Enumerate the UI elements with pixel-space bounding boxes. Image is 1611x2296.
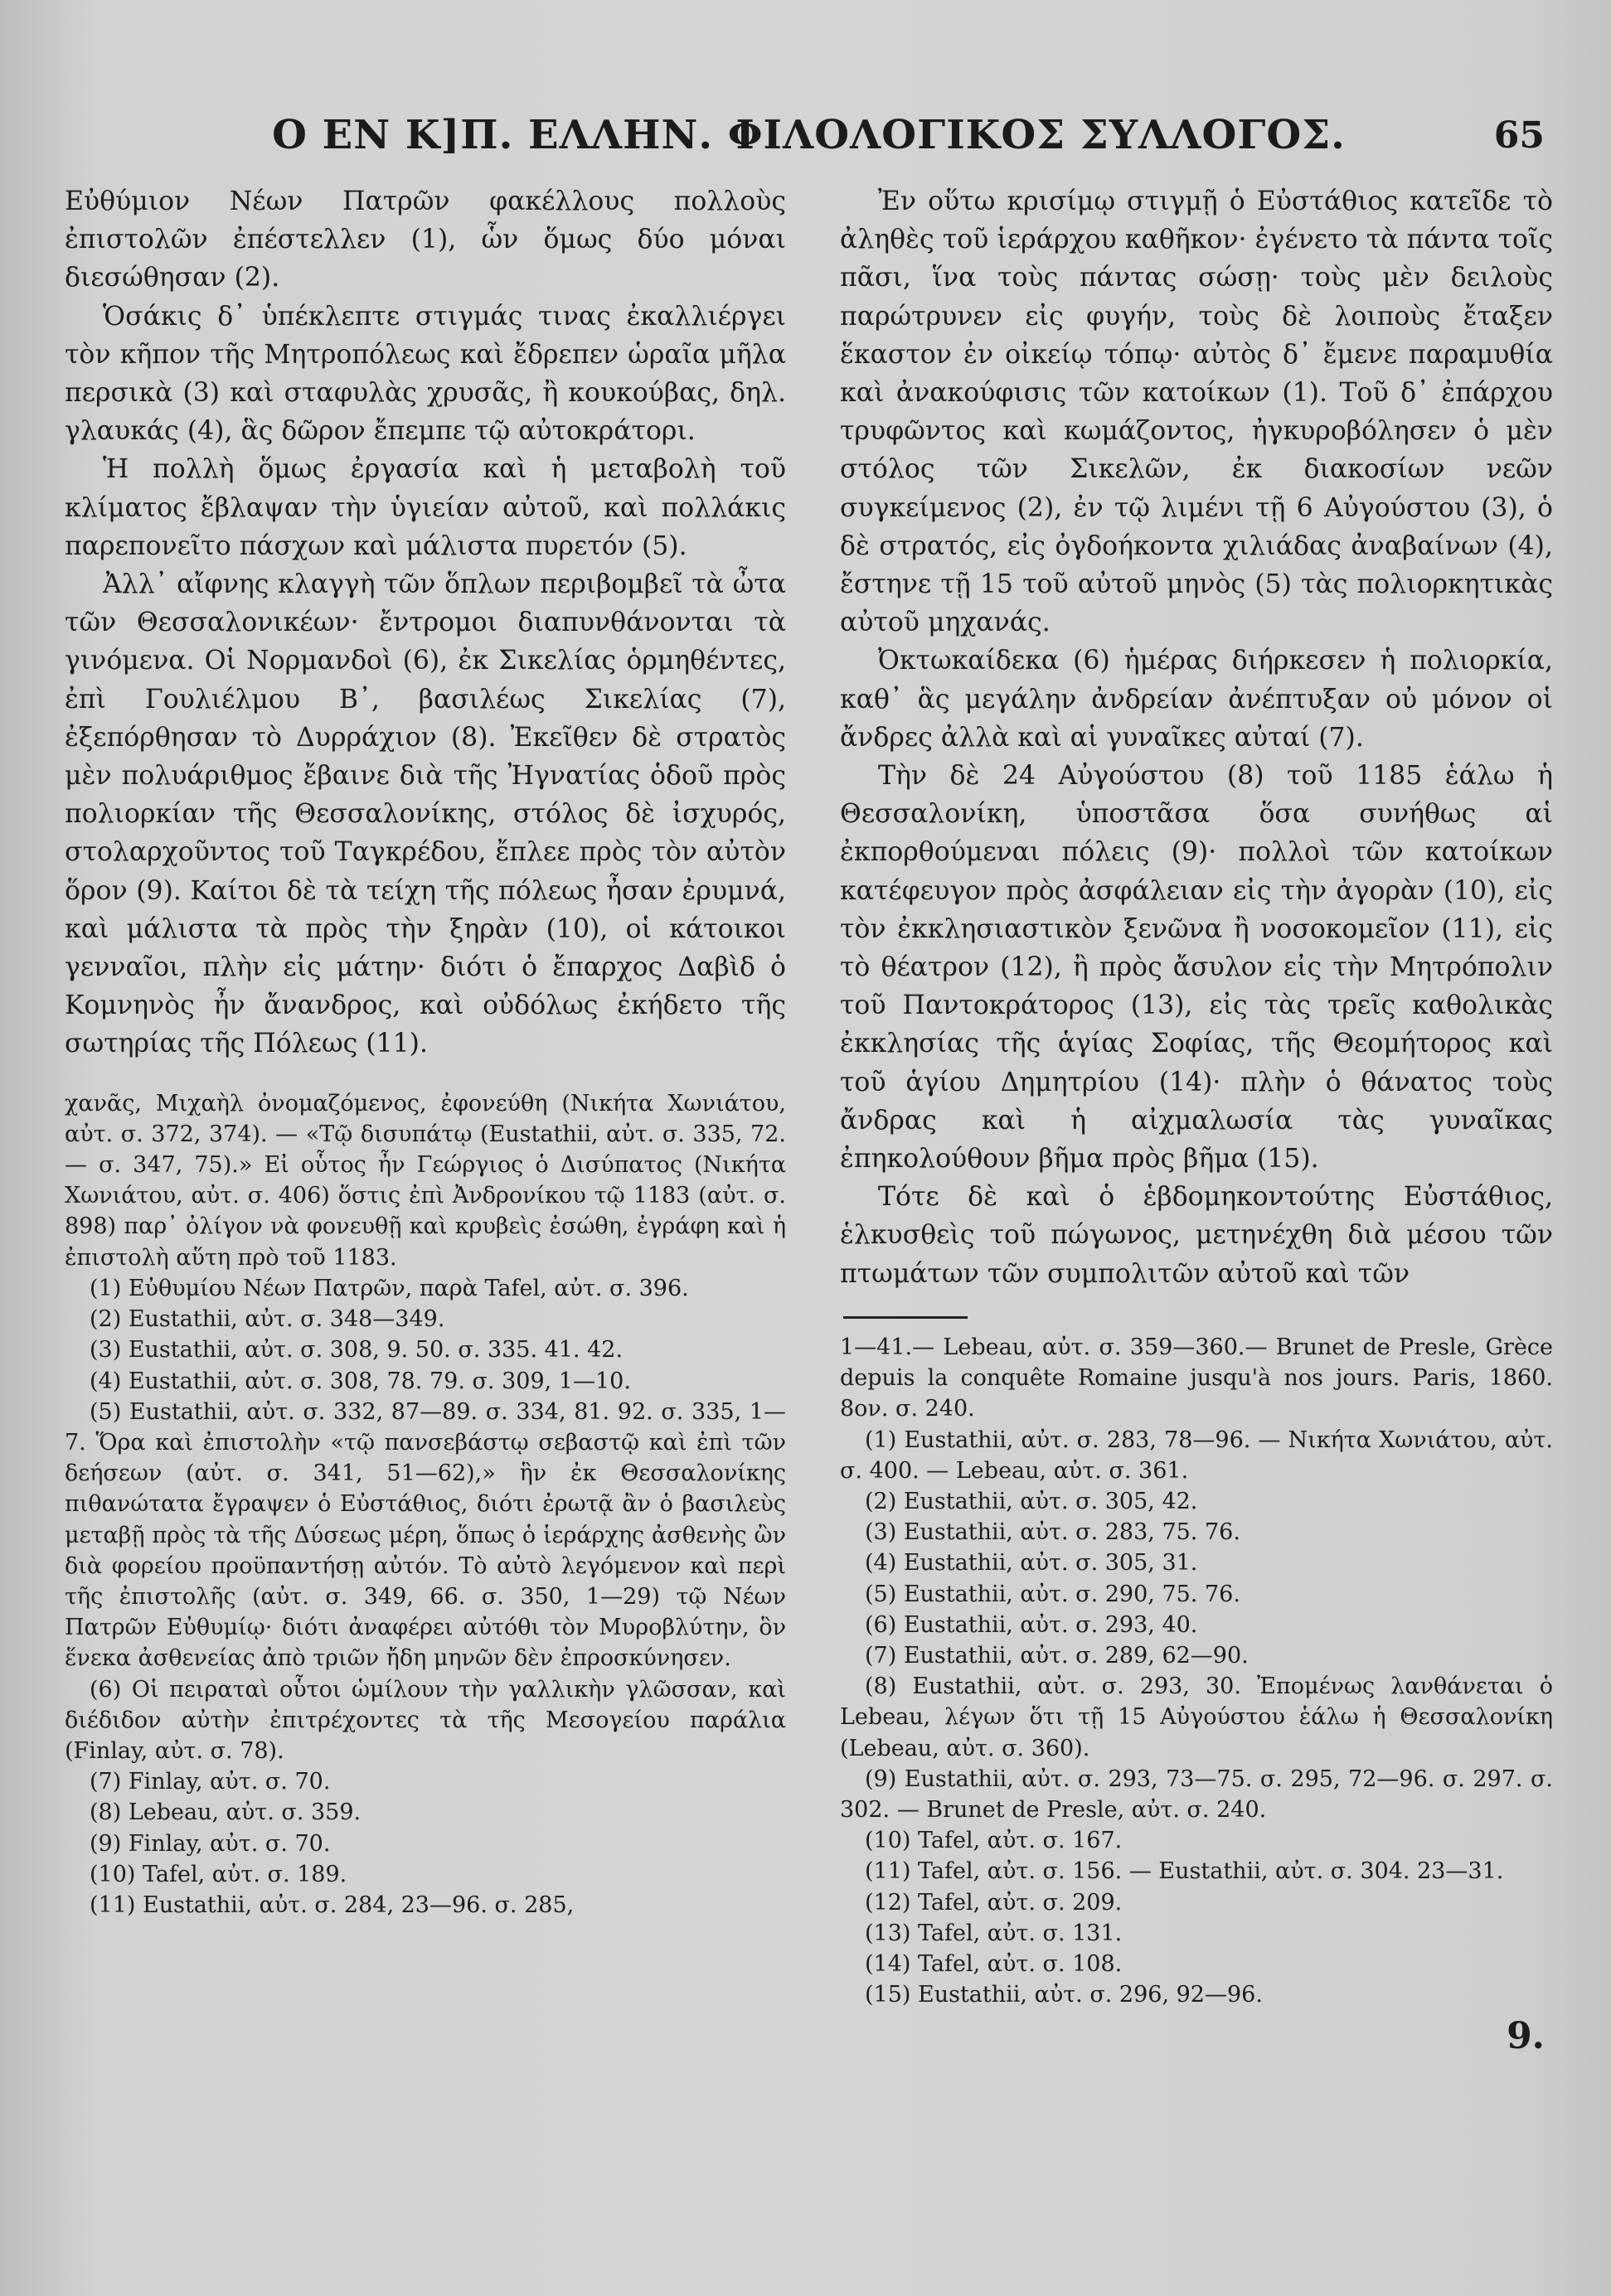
footnote: (6) Eustathii, αὐτ. σ. 293, 40. (865, 1611, 1198, 1638)
footnote: (5) Eustathii, αὐτ. σ. 332, 87—89. σ. 334, 81. 92. σ. 335, 1—7. Ὅρα καὶ ἐπιστολὴν «τῷ πανσεβάστῳ σεβαστῷ καὶ ἐπὶ τῶν δεήσεων (αὐτ. σ. 341, 51—62),» ἣν ἐκ Θεσσαλονίκης πιθανώτατα ἔγραψεν ὁ Εὐστάθιος, διότι ἐρωτᾷ ἂν ὁ βασιλεὺς μεταβῇ πρὸς τὰ τῆς Δύσεως μέρη, ὅπως ὁ ἱεράρχης ἀσθενὴς ὢν διὰ φορείου προϋπαντήσῃ αὐτόν. Τὸ αὐτὸ λεγόμενον καὶ περὶ τῆς ἐπιστολῆς (αὐτ. σ. 349, 66. σ. 350, 1—29) τῷ Νέων Πατρῶν Εὐθυμίῳ· διότι ἀναφέρει αὐτόθι τὸν Μυροβλύτην, ὃν ἕνεκα ἀσθενείας ἀπὸ τριῶν ἤδη μηνῶν δὲν ἐπροσκύνησεν. (65, 1398, 786, 1672)
page-header (65, 108, 1553, 182)
footnote: (8) Eustathii, αὐτ. σ. 293, 30. Ἐπομένως λανθάνεται ὁ Lebeau, λέγων ὅτι τῇ 15 Αὐγούστου ἑάλω ἡ Θεσσαλονίκη (Lebeau, αὐτ. σ. 360). (840, 1674, 1553, 1761)
footnote: (1) Eustathii, αὐτ. σ. 283, 78—96. — Νικήτα Χωνιάτου, αὐτ. σ. 400. — Lebeau, αὐτ. σ. 361. (840, 1427, 1553, 1484)
footnotes-right (840, 1332, 1553, 2010)
footnote: (10) Tafel, αὐτ. σ. 189. (90, 1861, 347, 1887)
footnote: (11) Tafel, αὐτ. σ. 156. — Eustathii, αὐτ. σ. 304. 23—31. (865, 1858, 1504, 1885)
left-column (65, 182, 786, 2057)
page-number: 65 (1493, 114, 1545, 157)
footnote: (4) Eustathii, αὐτ. σ. 305, 31. (865, 1550, 1198, 1577)
footnote: (15) Eustathii, αὐτ. σ. 296, 92—96. (865, 1982, 1263, 2008)
footnote: (7) Finlay, αὐτ. σ. 70. (90, 1769, 331, 1795)
footnote: (10) Tafel, αὐτ. σ. 167. (865, 1828, 1123, 1854)
footnote: (14) Tafel, αὐτ. σ. 108. (865, 1950, 1123, 1977)
paragraph: Ἐν οὕτω κρισίμῳ στιγμῇ ὁ Εὐστάθιος κατεῖδε τὸ ἀληθὲς τοῦ ἱεράρχου καθῆκον· ἐγένετο τὰ πάντα τοῖς πᾶσι, ἵνα τοὺς πάντας σώσῃ· τοὺς μὲν δειλοὺς παρώτρυνεν εἰς φυγήν, τοὺς δὲ λοιποὺς ἔταξεν ἕκαστον ἐν οἰκείῳ τόπῳ· αὐτὸς δ᾽ ἔμενε παραμυθία καὶ ἀνακούφισις τῶν κατοίκων (1). Τοῦ δ᾽ ἐπάρχου τρυφῶντος καὶ κωμάζοντος, ἠγκυροβόλησεν ὁ μὲν στόλος τῶν Σικελῶν, ἐκ διακοσίων νεῶν συγκείμενος (2), ἐν τῷ λιμένι τῇ 6 Αὐγούστου (3), ὁ δὲ στρατός, εἰς ὀγδοήκοντα χιλιάδας ἀναβαίνων (4), ἔστηνε τῇ 15 τοῦ αὐτοῦ μηνὸς (5) τὰς πολιορκητικὰς αὐτοῦ μηχανάς. (840, 186, 1553, 638)
paragraph: Ὀκτωκαίδεκα (6) ἡμέρας διήρκεσεν ἡ πολιορκία, καθ᾽ ἃς μεγάλην ἀνδρείαν ἀνέπτυξαν οὐ μόνον οἱ ἄνδρες ἀλλὰ καὶ αἱ γυναῖκες αὐταί (7). (840, 646, 1553, 753)
text-columns (65, 182, 1553, 2057)
footnote: (13) Tafel, αὐτ. σ. 131. (865, 1920, 1123, 1946)
paragraph: Ἀλλ᾽ αἴφνης κλαγγὴ τῶν ὅπλων περιβομβεῖ τὰ ὦτα τῶν Θεσσαλονικέων· ἔντρομοι διαπυνθάνονται τὰ γινόμενα. Οἱ Νορμανδοὶ (6), ἐκ Σικελίας ὁρμηθέντες, ἐπὶ Γουλιέλμου Β᾽, βασιλέως Σικελίας (7), ἐξεπόρθησαν τὸ Δυρράχιον (8). Ἐκεῖθεν δὲ στρατὸς μὲν πολυάριθμος ἔβαινε διὰ τῆς Ἠγνατίας ὁδοῦ πρὸς πολιορκίαν τῆς Θεσσαλονίκης, στόλος δὲ ἰσχυρός, στολαρχοῦντος τοῦ Ταγκρέδου, ἔπλεε πρὸς τὸν αὐτὸν ὅρον (9). Καίτοι δὲ τὰ τείχη τῆς πόλεως ἦσαν ἐρυμνά, καὶ μάλιστα τὰ πρὸς τὴν ξηρὰν (10), οἱ κάτοικοι γενναῖοι, πλὴν εἰς μάτην· διότι ὁ ἔπαρχος Δαβὶδ ὁ Κομνηνὸς ἦν ἄνανδρος, καὶ οὐδόλως ἐκήδετο τῆς σωτηρίας τῆς Πόλεως (11). (65, 569, 786, 1059)
footnote: (3) Eustathii, αὐτ. σ. 283, 75. 76. (865, 1519, 1240, 1546)
footnote: (3) Eustathii, αὐτ. σ. 308, 9. 50. σ. 335. 41. 42. (90, 1337, 624, 1364)
footnote: (1) Εὐθυμίου Νέων Πατρῶν, παρὰ Tafel, αὐτ. σ. 396. (90, 1275, 689, 1301)
footnote: (8) Lebeau, αὐτ. σ. 359. (90, 1800, 362, 1826)
paragraph: Ἡ πολλὴ ὅμως ἐργασία καὶ ἡ μεταβολὴ τοῦ κλίματος ἔβλαψαν τὴν ὑγιείαν αὐτοῦ, καὶ πολλάκις παρεπονεῖτο πάσχων καὶ μάλιστα πυρετόν (5). (65, 454, 786, 561)
footnote: (4) Eustathii, αὐτ. σ. 308, 78. 79. σ. 309, 1—10. (90, 1368, 631, 1394)
paragraph: Ὁσάκις δ᾽ ὑπέκλεπτε στιγμάς τινας ἐκαλλιέργει τὸν κῆπον τῆς Μητροπόλεως καὶ ἔδρεπεν ὡραῖα μῆλα περσικὰ (3) καὶ σταφυλὰς χρυσᾶς, ἢ κουκούβας, δηλ. γλαυκάς (4), ἃς δῶρον ἔπεμπε τῷ αὐτοκράτορι. (65, 301, 786, 447)
signature-mark: 9. (1507, 2015, 1545, 2058)
footnote: (11) Eustathii, αὐτ. σ. 284, 23—96. σ. 285, (90, 1892, 575, 1918)
running-title: Ο ΕΝ Κ]Π. ΕΛΛΗΝ. ΦΙΛΟΛΟΓΙΚΟΣ ΣΥΛΛΟΓΟΣ. (272, 112, 1346, 158)
footnote: (6) Οἱ πειραταὶ οὗτοι ὡμίλουν τὴν γαλλικὴν γλῶσσαν, καὶ διέδιδον αὐτὴν ἐπιτρέχοντες τὰ τῆς Μεσογείου παράλια (Finlay, αὐτ. σ. 78). (65, 1676, 786, 1764)
footnote-rule (843, 1316, 968, 1319)
paragraph: Τότε δὲ καὶ ὁ ἑβδομηκοντούτης Εὐστάθιος, ἑλκυσθεὶς τοῦ πώγωνος, μετηνέχθη διὰ μέσου τῶν πτωμάτων τῶν συμπολιτῶν αὐτοῦ καὶ τῶν (840, 1182, 1553, 1289)
right-column (840, 182, 1553, 2057)
footnote: (2) Eustathii, αὐτ. σ. 305, 42. (865, 1488, 1198, 1514)
footnote: (12) Tafel, αὐτ. σ. 209. (865, 1889, 1123, 1916)
footnote: (2) Eustathii, αὐτ. σ. 348—349. (90, 1306, 445, 1333)
footnote: (9) Eustathii, αὐτ. σ. 293, 73—75. σ. 295, 72—96. σ. 297. σ. 302. — Brunet de Presle, αὐτ. σ. 240. (840, 1766, 1553, 1823)
footnote: χανᾶς, Μιχαὴλ ὀνομαζόμενος, ἐφονεύθη (Νικήτα Χωνιάτου, αὐτ. σ. 372, 374). — «Τῷ δισυπάτῳ (Eustathii, αὐτ. σ. 335, 72. — σ. 347, 75).» Εἰ οὗτος ἦν Γεώργιος ὁ Δισύπατος (Νικήτα Χωνιάτου, αὐτ. σ. 406) ὅστις ἐπὶ Ἀνδρονίκου τῷ 1183 (αὐτ. σ. 898) παρ᾽ ὀλίγον νὰ φονευθῇ καὶ κρυβεὶς ἐσώθη, ἐγράφη καὶ ἡ ἐπιστολὴ αὕτη πρὸ τοῦ 1183. (65, 1090, 786, 1271)
footnote: (9) Finlay, αὐτ. σ. 70. (90, 1830, 331, 1857)
footnotes-left (65, 1088, 786, 1921)
footnote: 1—41.— Lebeau, αὐτ. σ. 359—360.— Brunet de Presle, Grèce depuis la conquête Romaine jusqu'à nos jours. Paris, 1860. 8ον. σ. 240. (840, 1334, 1553, 1422)
paragraph: Τὴν δὲ 24 Αὐγούστου (8) τοῦ 1185 ἑάλω ἡ Θεσσαλονίκη, ὑποστᾶσα ὅσα συνήθως αἱ ἐκπορθούμεναι πόλεις (9)· πολλοὶ τῶν κατοίκων κατέφευγον πρὸς ἀσφάλειαν εἰς τὴν ἀγορὰν (10), εἰς τὸν ἐκκλησιαστικὸν ξενῶνα ἢ νοσοκομεῖον (11), εἰς τὸ θέατρον (12), ἢ πρὸς ἄσυλον εἰς τὴν Μητρόπολιν τοῦ Παντοκράτορος (13), εἰς τὰς τρεῖς καθολικὰς ἐκκλησίας τῆς ἁγίας Σοφίας, τῆς Θεομήτορος καὶ τοῦ ἁγίου Δημητρίου (14)· πλὴν ὁ θάνατος τοὺς ἄνδρας καὶ ἡ αἰχμαλωσία τὰς γυναῖκας ἐπηκολούθουν βῆμα πρὸς βῆμα (15). (840, 761, 1553, 1175)
footnote: (5) Eustathii, αὐτ. σ. 290, 75. 76. (865, 1581, 1240, 1607)
paragraph: Εὐθύμιον Νέων Πατρῶν φακέλλους πολλοὺς ἐπιστολῶν ἐπέστελλεν (1), ὧν ὅμως δύο μόναι διεσώθησαν (2). (65, 186, 786, 293)
footnote: (7) Eustathii, αὐτ. σ. 289, 62—90. (865, 1642, 1249, 1669)
